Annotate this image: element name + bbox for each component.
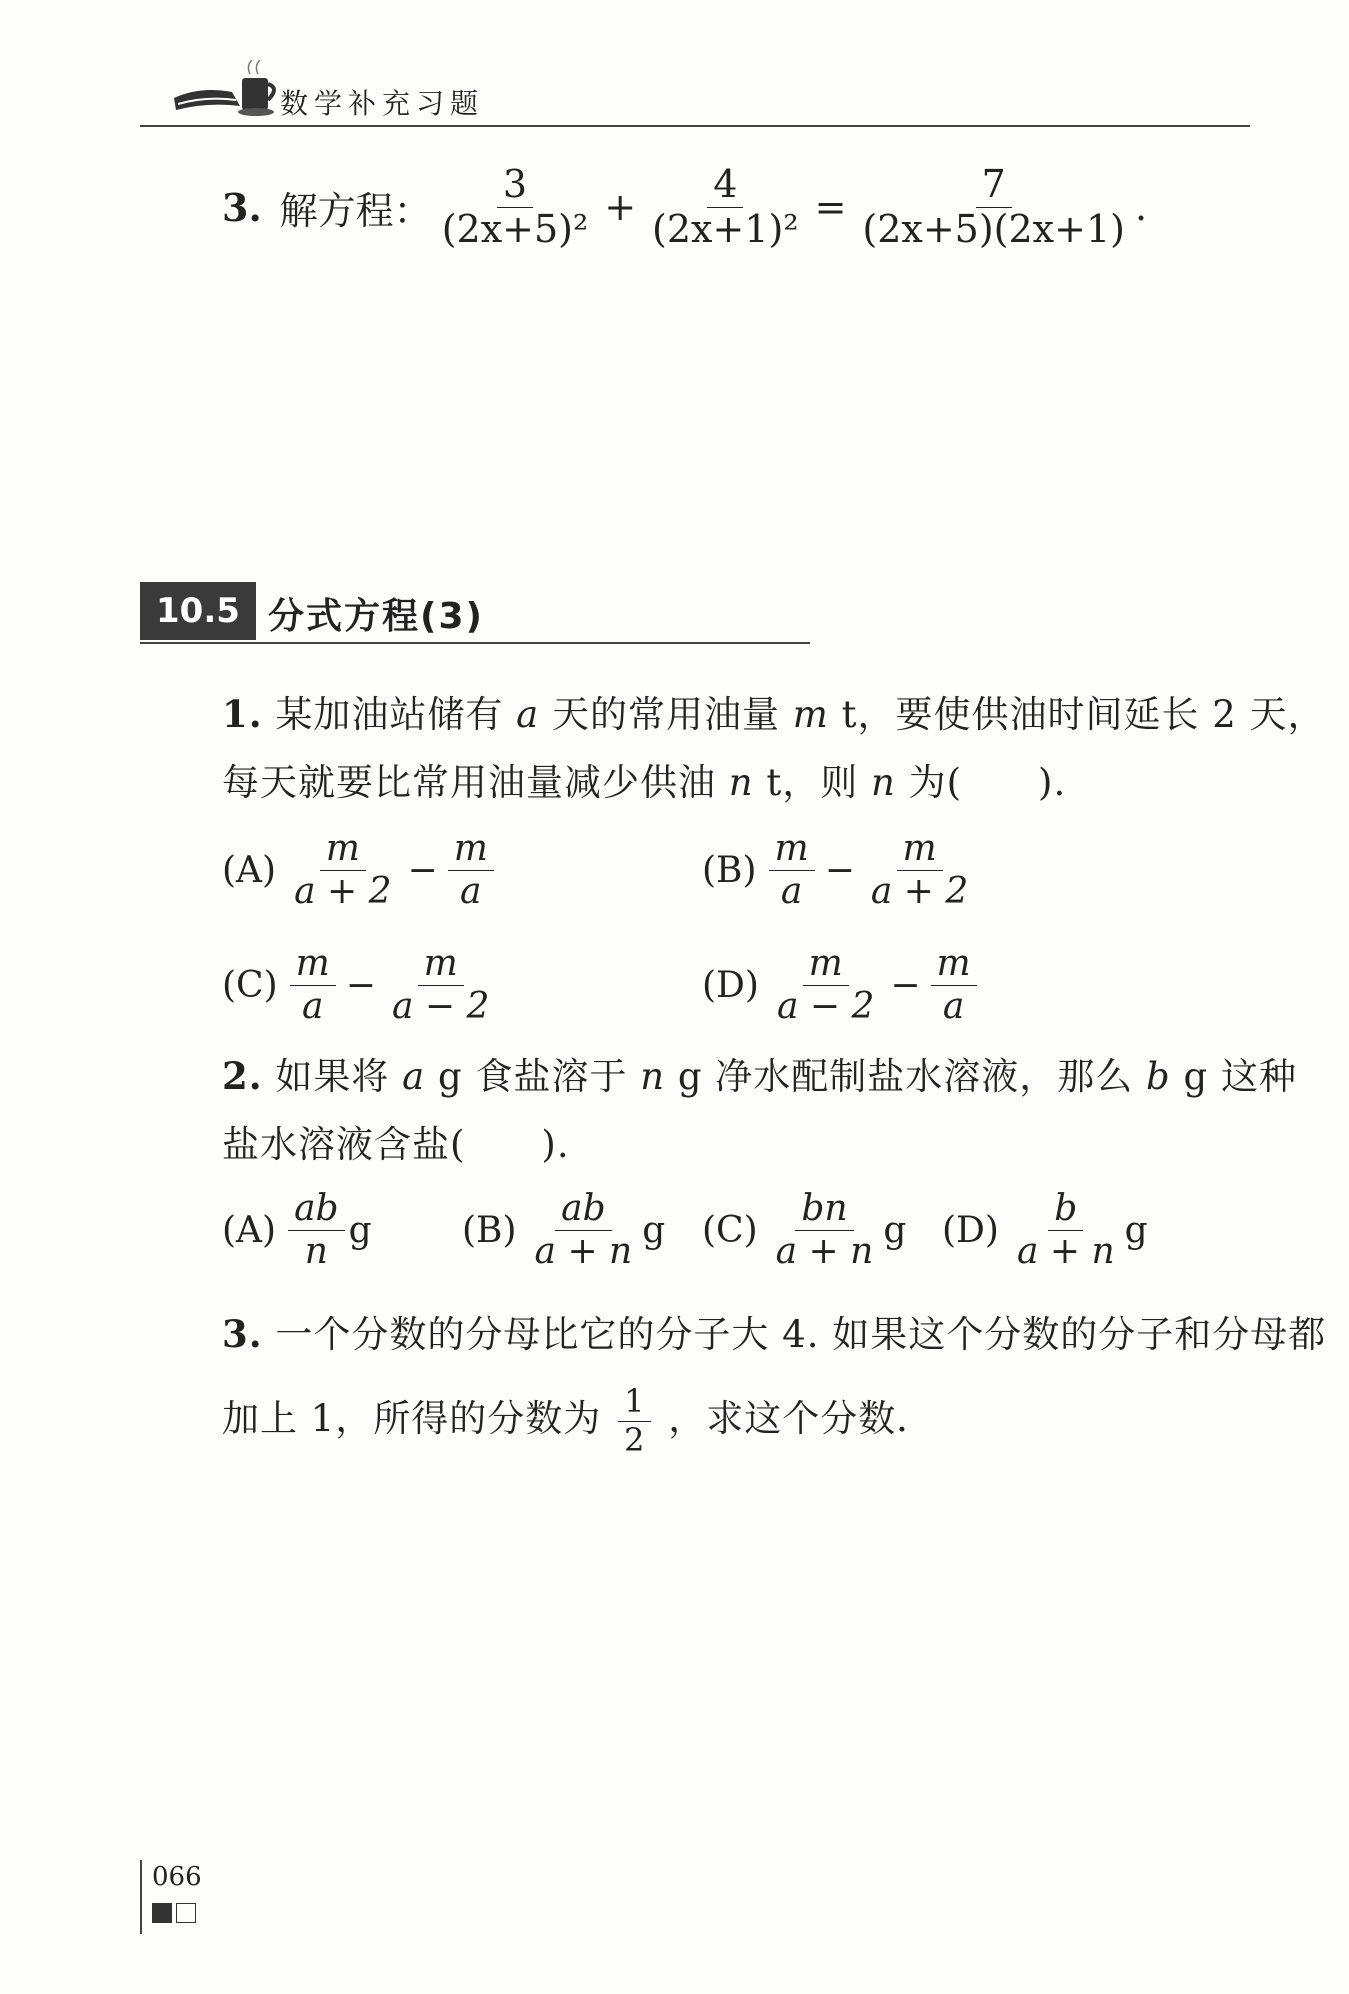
option-b[interactable] bbox=[462, 1190, 702, 1271]
fraction bbox=[386, 945, 495, 1026]
empty-square-icon bbox=[176, 1903, 196, 1923]
denominator: a + n bbox=[775, 1230, 874, 1272]
text: g 食盐溶于 bbox=[438, 1055, 628, 1098]
question-prefix: 解方程： bbox=[279, 188, 432, 233]
option-c[interactable] bbox=[222, 945, 702, 1026]
question-2-text bbox=[140, 1042, 1332, 1179]
question-1-options-row-1 bbox=[222, 830, 978, 911]
numerator: b bbox=[1048, 1190, 1083, 1231]
section-title: 分式方程(3) bbox=[268, 596, 484, 637]
fraction bbox=[931, 945, 977, 1026]
variable: m bbox=[792, 693, 829, 736]
unit: g bbox=[883, 1209, 907, 1251]
option-b[interactable] bbox=[702, 830, 978, 911]
denominator: 2 bbox=[624, 1421, 646, 1459]
text: 某加油站储有 bbox=[275, 693, 504, 736]
option-d[interactable] bbox=[702, 945, 981, 1026]
prev-question bbox=[222, 162, 1148, 251]
option-label: (A) bbox=[222, 1209, 277, 1251]
numerator: 3 bbox=[497, 165, 533, 208]
option-label: (D) bbox=[942, 1209, 999, 1251]
fraction bbox=[770, 1190, 880, 1271]
denominator: (2x+5)² bbox=[441, 206, 589, 251]
option-label: (B) bbox=[462, 1209, 517, 1251]
denominator: a − 2 bbox=[776, 985, 875, 1027]
text: ，求这个分数． bbox=[668, 1397, 935, 1440]
denominator: a bbox=[301, 985, 324, 1027]
question-2-options bbox=[222, 1190, 1148, 1271]
option-a[interactable] bbox=[222, 830, 702, 911]
denominator: a + n bbox=[534, 1230, 633, 1272]
variable: a bbox=[516, 693, 540, 736]
numerator: m bbox=[931, 945, 977, 986]
fraction bbox=[1011, 1190, 1121, 1271]
denominator: a bbox=[460, 870, 482, 912]
fraction bbox=[618, 1382, 651, 1459]
page-number: 066 bbox=[152, 1862, 202, 1892]
unit: g bbox=[642, 1209, 666, 1251]
text: t，则 bbox=[766, 761, 859, 804]
numerator: 1 bbox=[618, 1385, 651, 1422]
numerator: m bbox=[418, 945, 464, 986]
fraction bbox=[529, 1190, 639, 1271]
denominator: a − 2 bbox=[391, 985, 490, 1027]
fraction bbox=[646, 162, 805, 251]
books-and-cup-icon bbox=[170, 60, 290, 120]
option-a[interactable] bbox=[222, 1190, 462, 1271]
numerator: bn bbox=[795, 1190, 853, 1231]
text: t，要使供油时间延长 2 天，每天就要比常用油量减少供油 bbox=[222, 693, 1326, 804]
question-number: 3. bbox=[222, 1312, 263, 1356]
section-heading bbox=[140, 582, 810, 644]
question-number: 1. bbox=[222, 692, 263, 736]
option-c[interactable] bbox=[702, 1190, 942, 1271]
operator: − bbox=[824, 849, 855, 891]
text: 为( ). bbox=[908, 761, 1067, 804]
numerator: m bbox=[803, 945, 849, 986]
operator: − bbox=[407, 849, 438, 891]
text: g 这种盐水溶液含盐( ). bbox=[222, 1055, 1297, 1166]
fraction bbox=[448, 830, 494, 911]
variable: b bbox=[1146, 1055, 1171, 1098]
numerator: m bbox=[448, 830, 494, 871]
question-number: 3. bbox=[222, 184, 262, 230]
numerator: 7 bbox=[976, 165, 1012, 208]
text: 一个分数的分母比它的分子大 4. 如果这个分数的分子和分母都加上 1，所得的分数为 bbox=[222, 1313, 1327, 1440]
numerator: m bbox=[769, 830, 815, 871]
question-1-options-row-2 bbox=[222, 945, 981, 1026]
option-label: (C) bbox=[702, 1209, 758, 1251]
operator: − bbox=[345, 964, 376, 1006]
denominator: a + n bbox=[1016, 1230, 1115, 1272]
filled-square-icon bbox=[152, 1903, 172, 1923]
fraction bbox=[288, 830, 397, 911]
option-label: (A) bbox=[222, 849, 277, 891]
text: 如果将 bbox=[275, 1055, 390, 1098]
denominator: a + 2 bbox=[870, 870, 969, 912]
option-label: (D) bbox=[702, 964, 759, 1006]
numerator: m bbox=[320, 830, 366, 871]
page-header bbox=[140, 40, 1250, 127]
text: 天的常用油量 bbox=[552, 693, 780, 736]
fraction bbox=[865, 830, 974, 911]
operator: = bbox=[814, 185, 847, 230]
fraction bbox=[290, 945, 336, 1026]
unit: g bbox=[348, 1209, 372, 1251]
variable: a bbox=[402, 1055, 426, 1098]
question-1-text bbox=[140, 680, 1332, 817]
denominator: a + 2 bbox=[294, 870, 392, 912]
footer-rule bbox=[140, 1860, 142, 1934]
option-label: (B) bbox=[702, 849, 757, 891]
denominator: (2x+5)(2x+1) bbox=[862, 206, 1125, 251]
option-label: (C) bbox=[222, 964, 278, 1006]
denominator: a bbox=[942, 985, 965, 1027]
fraction bbox=[856, 162, 1131, 251]
fraction bbox=[771, 945, 880, 1026]
fraction bbox=[769, 830, 815, 911]
denominator: a bbox=[780, 870, 803, 912]
fraction bbox=[436, 162, 595, 251]
operator: − bbox=[890, 964, 921, 1006]
numerator: ab bbox=[555, 1190, 612, 1231]
operator: + bbox=[604, 185, 637, 230]
header-title: 数学补充习题 bbox=[280, 87, 485, 120]
question-3-text bbox=[140, 1292, 1332, 1461]
fraction bbox=[288, 1190, 345, 1271]
period: . bbox=[1134, 185, 1148, 230]
numerator: m bbox=[290, 945, 336, 986]
variable: n bbox=[728, 761, 754, 804]
text: g 净水配制盐水溶液，那么 bbox=[677, 1055, 1134, 1098]
section-number: 10.5 bbox=[140, 582, 256, 640]
denominator: n bbox=[304, 1230, 328, 1272]
numerator: 4 bbox=[707, 165, 743, 208]
option-d[interactable] bbox=[942, 1190, 1148, 1271]
unit: g bbox=[1124, 1209, 1148, 1251]
denominator: (2x+1)² bbox=[652, 206, 799, 251]
numerator: ab bbox=[288, 1190, 345, 1231]
numerator: m bbox=[897, 830, 943, 871]
variable: n bbox=[640, 1055, 666, 1098]
variable: n bbox=[871, 761, 896, 804]
question-number: 2. bbox=[222, 1054, 263, 1098]
